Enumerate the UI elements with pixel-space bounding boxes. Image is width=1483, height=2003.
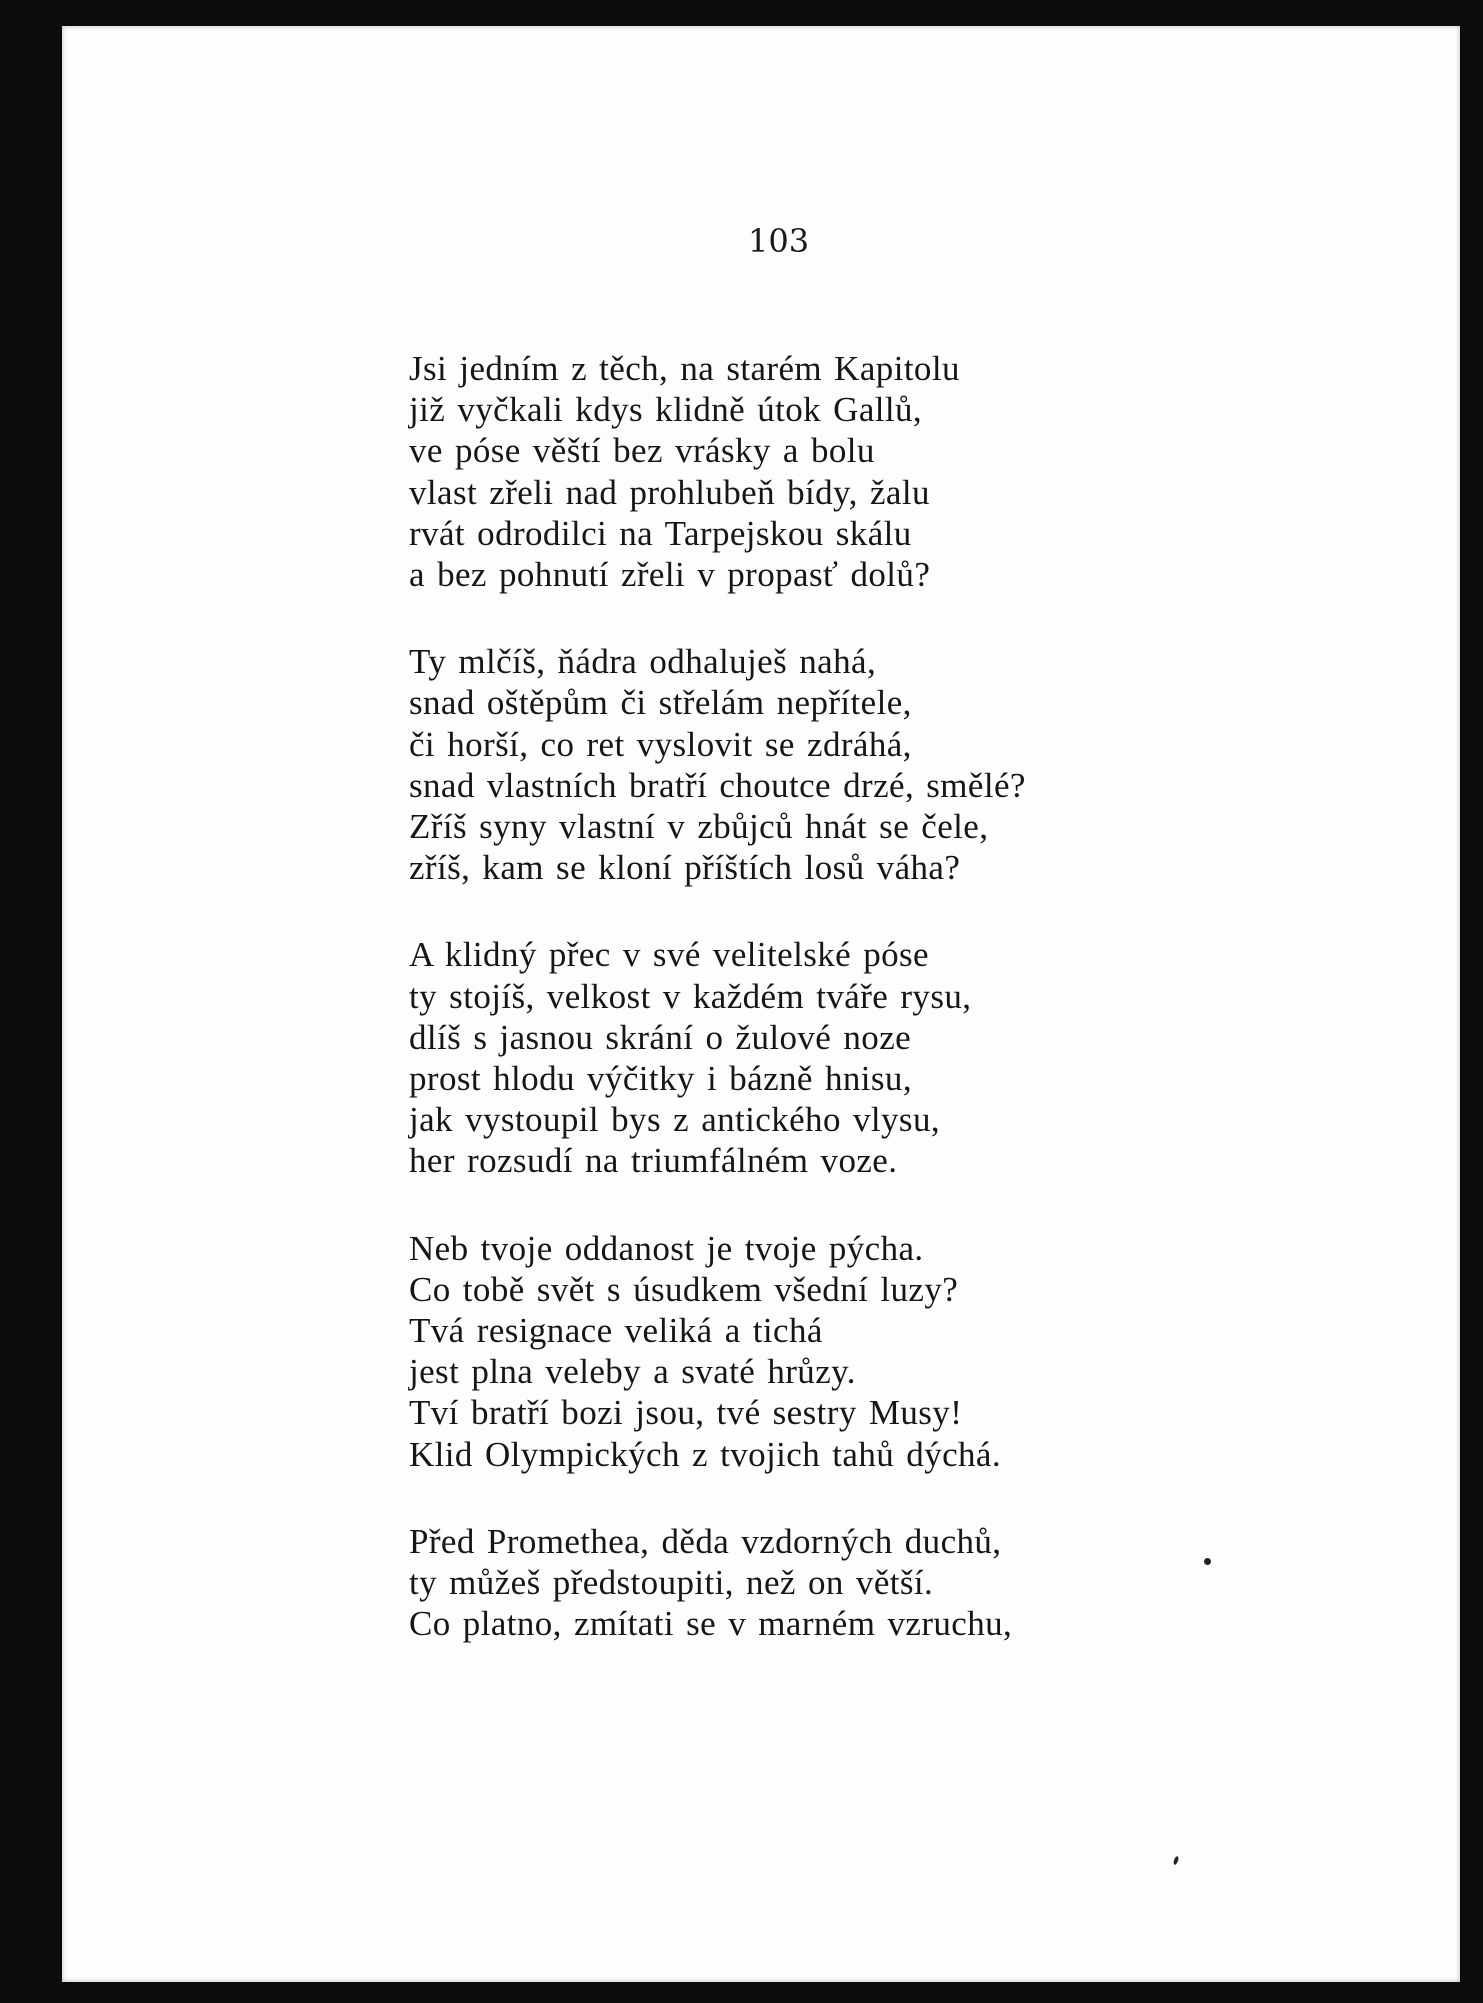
verse-line: Jsi jedním z těch, na starém Kapitolu: [409, 349, 960, 388]
verse-line: ve póse věští bez vrásky a bolu: [409, 431, 875, 471]
verse-line: vlast zřeli nad prohlubeň bídy, žalu: [409, 472, 930, 512]
stanza-5: [409, 1521, 1169, 1645]
verse-line: Neb tvoje oddanost je tvoje pýcha.: [409, 1228, 924, 1268]
verse-line: rvát odrodilci na Tarpejskou skálu: [409, 513, 912, 553]
book-page: [62, 26, 1460, 1982]
scan-speck: [1204, 1558, 1211, 1565]
stanza-2: [409, 641, 1169, 888]
verse-line: Co tobě svět s úsudkem všední luzy?: [409, 1269, 959, 1309]
verse-line: jest plna veleby a svaté hrůzy.: [409, 1352, 856, 1392]
verse-line: či horší, co ret vyslovit se zdráhá,: [409, 724, 912, 764]
verse-line: Klid Olympických z tvojich tahů dýchá.: [409, 1434, 1002, 1474]
verse-line: již vyčkali kdys klidně útok Gallů,: [409, 390, 923, 430]
stanza-4: [409, 1228, 1169, 1475]
stanza-3: [409, 934, 1169, 1181]
verse-line: prost hlodu výčitky i bázně hnisu,: [409, 1059, 912, 1099]
scan-speck: [1173, 1856, 1180, 1866]
poem: [409, 348, 1169, 1690]
page-number: 103: [748, 222, 810, 260]
verse-line: Ty mlčíš, ňádra odhaluješ nahá,: [409, 642, 877, 682]
verse-line: ty můžeš předstoupiti, než on větší.: [409, 1563, 934, 1603]
verse-line: Zříš syny vlastní v zbůjců hnát se čele,: [409, 807, 989, 847]
verse-line: ty stojíš, velkost v každém tváře rysu,: [409, 976, 972, 1016]
verse-line: A klidný přec v své velitelské póse: [409, 935, 929, 975]
verse-line: Co platno, zmítati se v marném vzruchu,: [409, 1604, 1013, 1644]
verse-line: snad vlastních bratří choutce drzé, smělé?: [409, 765, 1026, 805]
verse-line: a bez pohnutí zřeli v propasť dolů?: [409, 555, 931, 595]
stanza-1: [409, 348, 1169, 595]
verse-line: Tvá resignace veliká a tichá: [409, 1311, 823, 1351]
verse-line: Tví bratří bozi jsou, tvé sestry Musy!: [409, 1393, 963, 1433]
verse-line: zříš, kam se kloní příštích losů váha?: [409, 848, 961, 888]
verse-line: her rozsudí na triumfálném voze.: [409, 1141, 898, 1181]
verse-line: Před Promethea, děda vzdorných duchů,: [409, 1521, 1002, 1561]
verse-line: snad oštěpům či střelám nepřítele,: [409, 683, 912, 723]
verse-line: jak vystoupil bys z antického vlysu,: [409, 1100, 941, 1140]
verse-line: dlíš s jasnou skrání o žulové noze: [409, 1017, 912, 1057]
